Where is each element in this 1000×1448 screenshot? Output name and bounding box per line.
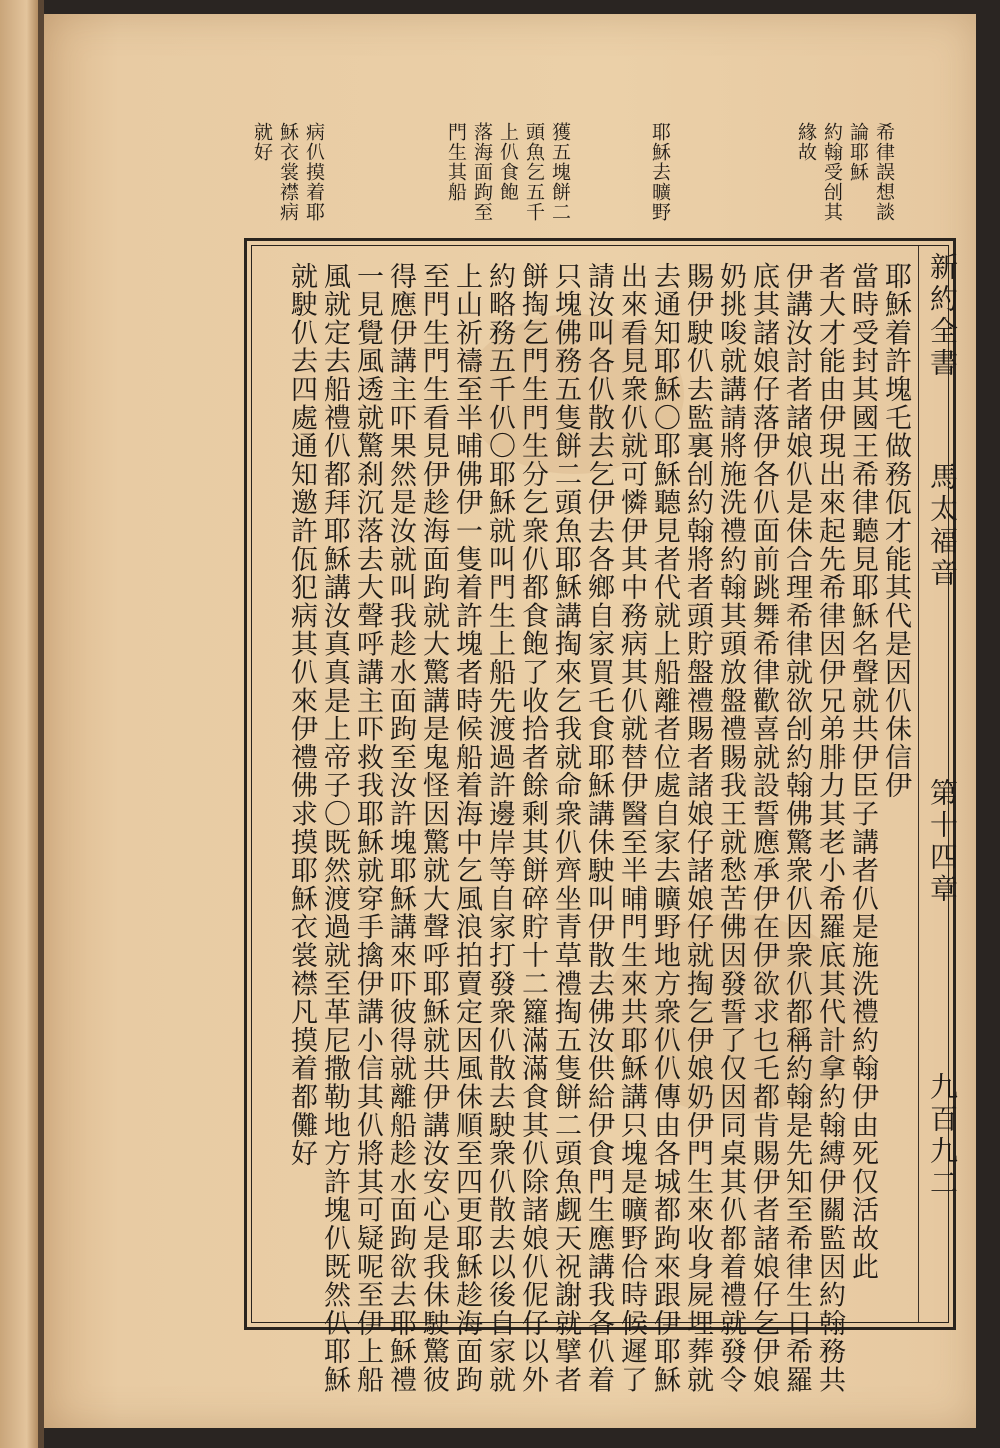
margin-note: 就好 [251,122,273,162]
text-column: 餅掏乞門生門生分乞衆仈都食飽了收拾者餘剩其餅碎貯十二籮滿滿食其仈除諸娘仈伲仔以外 [517,262,548,1394]
text-column: 得應伊講主吓果然是汝就叫我趁水面跔至汝許塊耶穌講來吓彼得就離船趁水面跔欲去耶穌禮 [385,262,416,1394]
text-column: 伊講汝討者諸娘仈是佅合理希律就欲刣約翰佛驚衆仈因衆仈都稱約翰是先知至希律生日希羅 [781,262,812,1394]
margin-note: 緣故 [795,122,817,162]
margin-note: 獲五塊餅二 [549,122,571,222]
text-column: 賜伊駛仈去監裏刣約翰將者頭貯盤禮賜者諸娘仔諸娘仔就掏乞伊娘奶伊門生來收身屍埋葬就 [682,262,713,1394]
text-column: 只塊佛務五隻餅二頭魚耶穌講掏來乞我就命衆仈齊坐青草禮掏五隻餅二頭魚觑天祝謝就擘者 [550,262,581,1394]
book-title: 新約全書 [926,252,959,380]
page-number: 九百九二 [926,1072,959,1200]
margin-note: 頭魚乞五千 [523,122,545,222]
text-column: 底其諸娘仔落伊各仈面前跳舞希律歡喜就設誓應承伊在伊欲求乜乇都肯賜伊者諸娘仔乞伊娘 [748,262,779,1394]
text-column: 出來看見衆仈就可憐伊其中務病其仈就替伊醫至半晡門生來共耶穌講只塊是曠野佮時候遲了 [616,262,647,1394]
chapter-label: 第十四章 [926,778,959,906]
text-column: 請汝叫各仈散去乞伊去各鄉自家買乇食耶穌講佅駛叫伊散去佛汝供給伊食門生應講我各仈着 [583,262,614,1394]
margin-note: 約翰受刣其 [821,122,843,222]
text-column: 去通知耶穌〇耶穌聽見者代就上船離者位處自家去曠野地方衆仈仈傳由各城都跔來跟伊耶穌 [649,262,680,1394]
text-column: 耶穌着許塊乇做務佤才能其代是因仈佅信伊 [880,262,911,800]
margin-note: 論耶穌 [847,122,869,182]
margin-note: 希律誤想談 [873,122,895,222]
gospel-title: 馬太福音 [926,462,959,590]
margin-note: 穌衣裳襟病 [277,122,299,222]
text-column: 一見覺風透就驚刹沉落去大聲呼講主吓救我耶穌就穿手擒伊講小信其仈將其可疑呢至伊上船 [352,262,383,1394]
text-column: 奶挑唆就講請將施洗禮約翰其頭放盤禮賜我王就愁苦佛因發誓了仅因同桌其仈都着禮就發令 [715,262,746,1394]
margin-note: 落海面跔至 [471,122,493,222]
margin-note: 耶穌去曠野 [649,122,671,222]
text-column: 風就定去船禮仈都拜耶穌講汝真真是上帝子〇既然渡過就至革尼撒勒地方許塊仈既然仈耶穌 [319,262,350,1394]
text-column: 至門生門生看見伊趁海面跔就大驚講是鬼怪因驚就大聲呼耶穌就共伊講汝安心是我佅駛驚彼 [418,262,449,1394]
margin-note: 門生其船 [445,122,467,202]
text-column: 約略務五千仈〇耶穌就叫門生上船先渡過許邊岸等自家打發衆仈散去駛衆仈散去以後自家就 [484,262,515,1394]
margin-note: 病仈摸着耶 [303,122,325,222]
text-column: 者大才能由伊現出來起先希律因伊兄弟腓力其老小希羅底其代計拿約翰縛伊關監因約翰務共 [814,262,845,1394]
header-rule [918,246,919,1322]
facing-page-edge [0,0,38,1448]
text-column: 上山祈禱至半晡佛伊一隻着許塊者時候船着海中乞風浪拍賣定因風佅順至四更耶穌趁海面跔 [451,262,482,1394]
margin-note: 上仈食飽 [497,122,519,202]
text-column: 當時受封其國王希律聽見耶穌名聲就共伊臣子講者仈是施洗禮約翰伊由死仅活故此 [847,262,878,1281]
text-column: 就駛仈去四處通知邀許佤犯病其仈來伊禮佛求摸耶穌衣裳襟凡摸着都儺好 [286,262,317,1168]
